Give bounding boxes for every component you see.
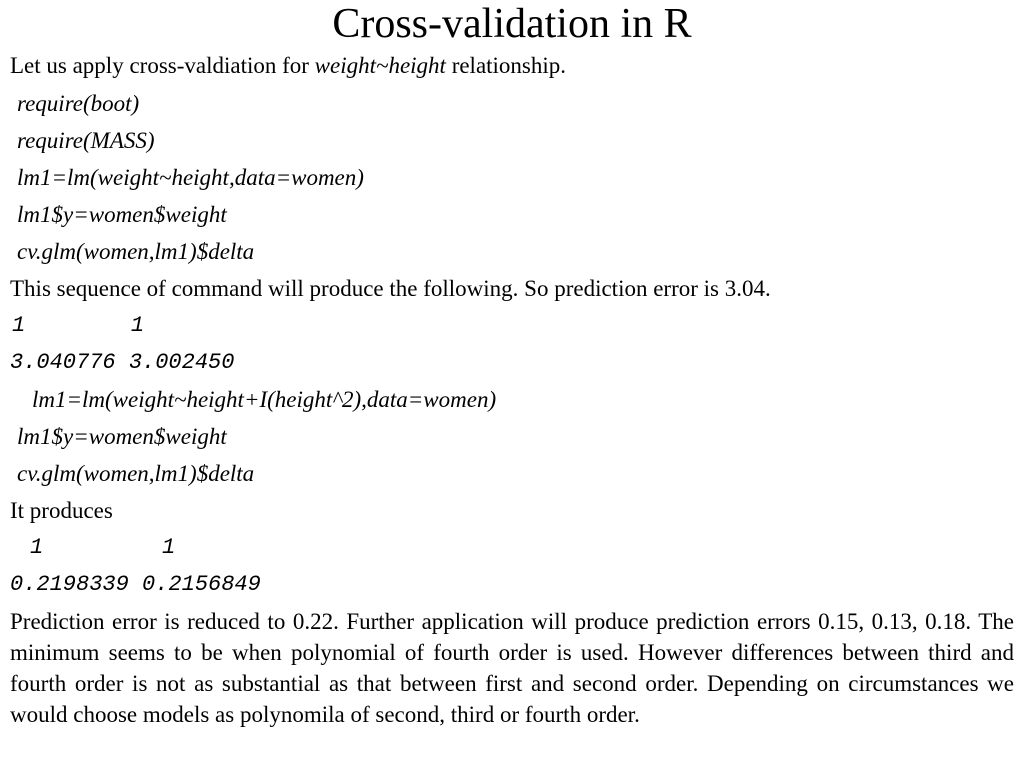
code-line: lm1=lm(weight~height,data=women) [17,165,364,190]
page-title: Cross-validation in R [332,1,692,47]
output-header: 1 1 [30,535,176,560]
code-line: lm1$y=women$weight [17,424,227,449]
intro-text [10,47,1014,85]
result-text-2: It produces [10,498,113,523]
code-line: cv.glm(women,lm1)$delta [17,461,255,486]
conclusion-paragraph: Prediction error is reduced to 0.22. Further application will produce prediction errors 0.15, 0.13, 0.18. The minimum seems to be when polynomial of fourth order is used. However differences between third and fourth order is not as substantial as that between first and second order. Depending on circumstances we would choose models as polynomila of second, third or fourth order. [10,609,1014,727]
result-text-1: This sequence of command will produce the following. So prediction error is 3.04. [10,276,771,301]
intro-emphasis: weight~height [314,53,446,78]
output-block-2 [10,529,1014,603]
code-line: lm1$y=women$weight [17,202,227,227]
code-line: lm1=lm(weight~height+I(height^2),data=women) [32,387,497,412]
output-values: 3.040776 3.002450 [10,350,235,375]
intro-before: Let us apply cross-valdiation for [10,53,315,78]
output-header: 1 1 [12,313,145,338]
code-block-1 [10,85,1014,270]
output-block-1 [10,307,1014,381]
intro-after: relationship. [445,53,567,78]
output-values: 0.2198339 0.2156849 [10,572,261,597]
code-line: cv.glm(women,lm1)$delta [17,239,255,264]
code-line: require(MASS) [17,128,155,153]
code-block-2 [10,381,1014,492]
code-line: require(boot) [17,91,140,116]
